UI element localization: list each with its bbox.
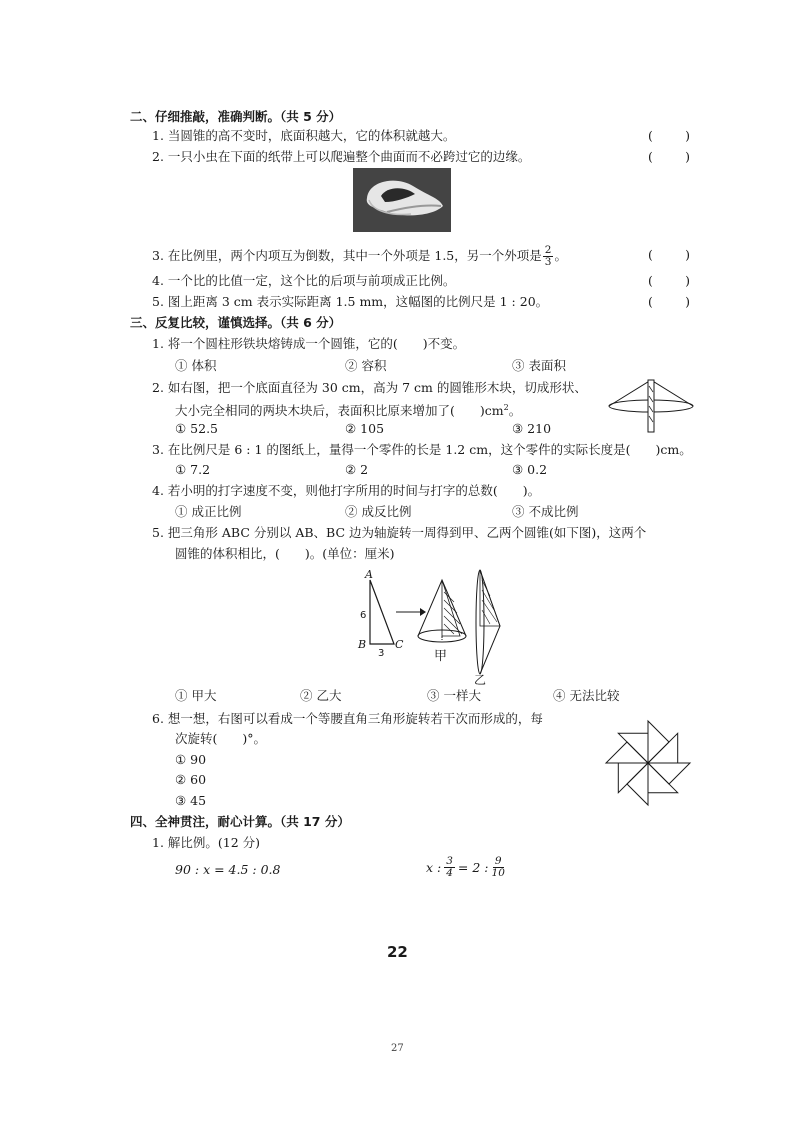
choice-q1-option-1: ① 体积 — [175, 358, 217, 373]
cone-cut-figure — [606, 376, 696, 436]
label-A: A — [365, 568, 373, 581]
equation-1: 90 : x = 4.5 : 0.8 — [175, 862, 281, 877]
choice-q1-option-3: ③ 表面积 — [512, 358, 566, 373]
answer-paren: ( ) — [648, 273, 690, 288]
label-6: 6 — [360, 610, 367, 621]
choice-q6-line2: 次旋转( )°。 — [175, 731, 267, 746]
answer-paren: ( ) — [648, 247, 690, 262]
choice-q3: 3. 在比例尺是 6 : 1 的图纸上，量得一个零件的长是 1.2 cm，这个零件的实际长度是( )cm。 — [152, 442, 692, 457]
choice-q4-option-1: ① 成正比例 — [175, 504, 242, 519]
choice-q2-line1: 2. 如右图，把一个底面直径为 30 cm，高为 7 cm 的圆锥形木块，切成形状、 — [152, 380, 587, 395]
choice-q5-line1: 5. 把三角形 ABC 分别以 AB、BC 边为轴旋转一周得到甲、乙两个圆锥(如下图)，这两个 — [152, 525, 647, 540]
choice-q5-option-4: ④ 无法比较 — [553, 688, 620, 703]
pinwheel-figure — [598, 718, 698, 808]
label-jia: 甲 — [434, 649, 448, 664]
answer-paren: ( ) — [648, 149, 690, 164]
choice-q1: 1. 将一个圆柱形铁块熔铸成一个圆锥，它的( )不变。 — [152, 336, 466, 351]
equation-2: x : $\frac{3}{4}$ = 2 : $\frac{9}{10}$ — [426, 855, 505, 879]
label-C: C — [395, 638, 404, 651]
section-3-title: 三、反复比较，谨慎选择。（共 6 分） — [130, 315, 342, 330]
answer-paren: ( ) — [648, 294, 690, 309]
choice-q3-option-3: ③ 0.2 — [512, 462, 548, 477]
choice-q2-line2: 大小完全相同的两块木块后，表面积比原来增加了( )$cm^2$。 — [175, 403, 522, 419]
choice-q2-option-3: ③ 210 — [512, 421, 552, 436]
fraction-two-thirds: $\frac{2}{3}$ — [544, 244, 552, 268]
page-number-small: 27 — [391, 1043, 404, 1054]
choice-q4-option-3: ③ 不成比例 — [512, 504, 579, 519]
label-yi: 乙 — [474, 673, 487, 686]
calc-q1: 1. 解比例。(12 分) — [152, 835, 261, 850]
choice-q5-option-3: ③ 一样大 — [427, 688, 481, 703]
choice-q6-line1: 6. 想一想，右图可以看成一个等腰直角三角形旋转若干次而形成的，每 — [152, 711, 543, 726]
choice-q3-option-1: ① 7.2 — [175, 462, 211, 477]
judge-q1: 1. 当圆锥的高不变时，底面积越大，它的体积就越大。 — [152, 128, 456, 143]
choice-q4: 4. 若小明的打字速度不变，则他打字所用的时间与打字的总数( )。 — [152, 483, 541, 498]
choice-q2-option-1: ① 52.5 — [175, 421, 219, 436]
choice-q4-option-2: ② 成反比例 — [345, 504, 412, 519]
label-B: B — [358, 638, 367, 651]
judge-q2: 2. 一只小虫在下面的纸带上可以爬遍整个曲面而不必跨过它的边缘。 — [152, 149, 531, 164]
choice-q6-option-3: ③ 45 — [175, 793, 207, 808]
label-3: 3 — [378, 648, 385, 659]
choice-q5-option-1: ① 甲大 — [175, 688, 217, 703]
judge-q4: 4. 一个比的比值一定，这个比的后项与前项成正比例。 — [152, 273, 456, 288]
judge-q5: 5. 图上距离 3 cm 表示实际距离 1.5 mm，这幅图的比例尺是 1 : 20。 — [152, 294, 549, 309]
choice-q2-option-2: ② 105 — [345, 421, 385, 436]
fraction-nine-tenths: $\frac{9}{10}$ — [491, 855, 505, 879]
choice-q6-option-2: ② 60 — [175, 772, 207, 787]
section-4-title: 四、全神贯注，耐心计算。（共 17 分） — [130, 814, 350, 829]
choice-q5-option-2: ② 乙大 — [300, 688, 342, 703]
mobius-strip-image — [353, 168, 451, 232]
judge-q3: 3. 在比例里，两个内项互为倒数，其中一个外项是 1.5，另一个外项是 $\frac{2}{3}$ 。 — [152, 244, 567, 268]
section-2-title: 二、仔细推敲，准确判断。（共 5 分） — [130, 109, 342, 124]
page-number: 22 — [387, 943, 408, 961]
fraction-three-quarters: $\frac{3}{4}$ — [446, 855, 453, 879]
triangle-rotation-figure — [350, 566, 530, 686]
choice-q3-option-2: ② 2 — [345, 462, 369, 477]
choice-q1-option-2: ② 容积 — [345, 358, 387, 373]
answer-paren: ( ) — [648, 128, 690, 143]
choice-q5-line2: 圆锥的体积相比，( )。(单位：厘米) — [175, 546, 395, 561]
choice-q6-option-1: ① 90 — [175, 752, 207, 767]
